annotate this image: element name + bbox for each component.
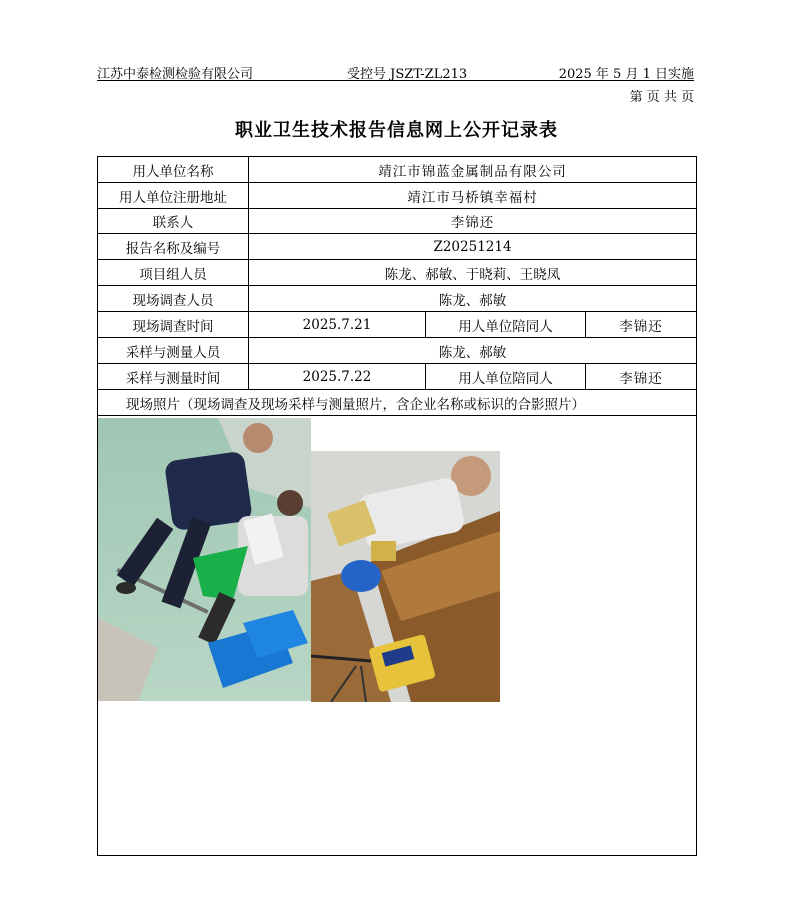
page-title: 职业卫生技术报告信息网上公开记录表 (235, 120, 558, 141)
site-survey-photo (98, 418, 311, 701)
survey-escort-label: 用人单位陪同人 (426, 312, 586, 337)
contact-label: 联系人 (98, 209, 249, 233)
effective-date: 2025 年 5 月 1 日实施 (558, 67, 694, 82)
row-sampling-staff (98, 338, 696, 364)
survey-time-label: 现场调查时间 (98, 312, 249, 337)
row-photos-label (98, 390, 696, 416)
survey-staff-label: 现场调查人员 (98, 286, 249, 311)
page-count: 第 页 共 页 (629, 90, 694, 105)
survey-escort-value: 李锦还 (619, 318, 663, 335)
report-number: Z20251214 (433, 238, 512, 255)
document-header (97, 62, 694, 81)
row-report (98, 234, 696, 260)
survey-staff-value: 陈龙、郝敏 (438, 292, 507, 309)
survey-time-value: 2025.7.21 (249, 312, 426, 337)
sampling-staff-label: 采样与测量人员 (98, 338, 249, 363)
team-value: 陈龙、郝敏、于晓莉、王晓凤 (384, 266, 561, 283)
sampling-escort-label: 用人单位陪同人 (426, 364, 586, 389)
report-label: 报告名称及编号 (98, 234, 249, 259)
row-employer-address (98, 183, 696, 209)
sampling-measurement-photo (311, 451, 500, 702)
row-survey-staff (98, 286, 696, 312)
company-name: 江苏中泰检测检验有限公司 (97, 67, 254, 82)
row-team (98, 260, 696, 286)
team-label: 项目组人员 (98, 260, 249, 285)
employer-address-value: 靖江市马桥镇幸福村 (407, 189, 538, 206)
row-sampling-time (98, 364, 696, 390)
employer-address-label: 用人单位注册地址 (98, 183, 249, 208)
record-form (97, 156, 697, 856)
sampling-time-label: 采样与测量时间 (98, 364, 249, 389)
photos-label: 现场照片（现场调查及现场采样与测量照片，含企业名称或标识的合影照片） (126, 396, 585, 413)
control-number: 受控号 JSZT-ZL213 (347, 67, 468, 82)
sampling-escort-value: 李锦还 (619, 370, 663, 387)
row-contact (98, 209, 696, 234)
employer-name-value: 靖江市锦蓝金属制品有限公司 (378, 163, 567, 180)
sampling-staff-value: 陈龙、郝敏 (438, 344, 507, 361)
row-survey-time (98, 312, 696, 338)
row-employer-name (98, 157, 696, 183)
sampling-time-value: 2025.7.22 (249, 364, 426, 389)
employer-name-label: 用人单位名称 (98, 157, 249, 182)
contact-value: 李锦还 (450, 215, 495, 231)
